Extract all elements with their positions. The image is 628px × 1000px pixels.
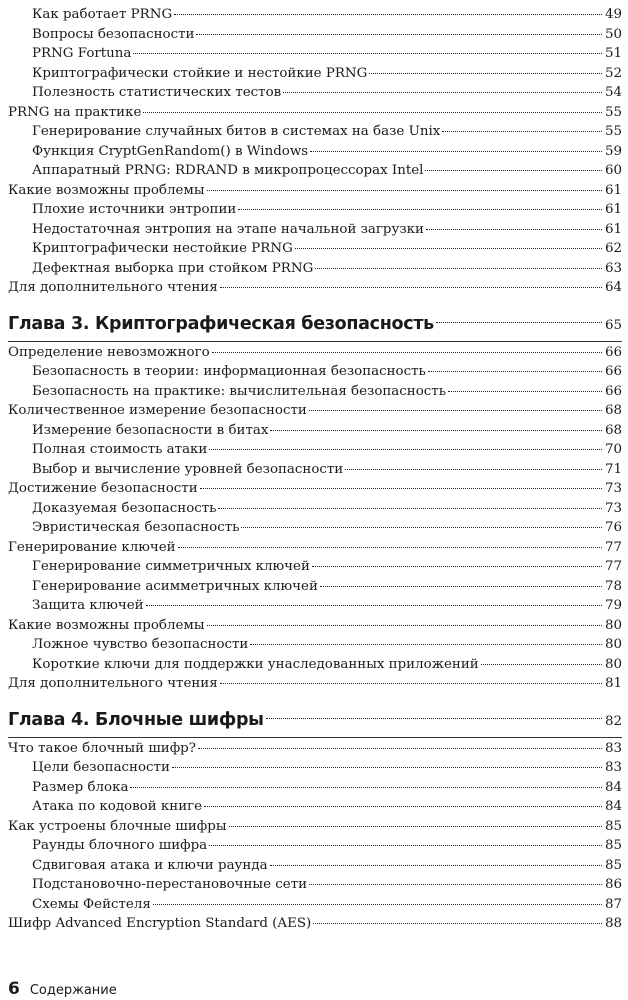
toc-subsection-entry [8,64,622,84]
toc-subsection-entry [8,875,622,895]
dot-leader [218,508,602,509]
toc-entry-page: 59 [604,143,622,159]
toc-entry-page: 61 [604,182,622,198]
toc-entry-title: Аппаратный PRNG: RDRAND в микропроцессорах Intel [32,163,424,178]
dot-leader [295,248,602,249]
dot-leader [207,625,603,626]
dot-leader [229,826,603,827]
toc-entry-page: 87 [604,896,622,912]
toc-subsection-entry [8,596,622,616]
dot-leader [313,923,602,924]
toc-entry-page: 50 [604,26,622,42]
toc-entry-title: Размер блока [32,779,129,795]
chapter-divider [8,737,622,738]
dot-leader [143,112,602,113]
footer-section-label: Содержание [29,983,117,998]
toc-entry-title: Атака по кодовой книге [32,799,203,814]
dot-leader [425,170,602,171]
toc-entry-title: Как работает PRNG [32,7,173,22]
toc-entry-page: 80 [604,617,622,633]
toc-entry-title: Короткие ключи для поддержки унаследованных приложений [32,656,479,672]
toc-entry-title: Функция CryptGenRandom() в Windows [32,143,309,159]
toc-entry-page: 83 [604,740,622,756]
toc-entry-title: Полная стоимость атаки [32,442,208,457]
toc-entry-page: 68 [604,422,622,438]
toc-entry-title: Генерирование симметричных ключей [32,559,310,574]
toc-entry-title: Глава 3. Криптографическая безопасность [8,313,434,334]
toc-entry-title: Цели безопасности [32,760,170,775]
toc-subsection-entry [8,122,622,142]
dot-leader [309,884,602,885]
toc-entry-page: 77 [604,559,622,574]
toc-subsection-entry [8,518,622,538]
toc-section-entry [8,343,622,363]
dot-leader [320,586,602,587]
dot-leader [133,53,602,54]
toc-entry-title: Криптографически стойкие и нестойкие PRNG [32,65,368,81]
toc-section-entry [8,103,622,123]
toc-entry-page: 49 [604,7,622,22]
toc-entry-title: Глава 4. Блочные шифры [8,709,264,730]
dot-leader [312,566,602,567]
toc-section-entry [8,278,622,298]
chapter-divider [8,341,622,342]
footer-page-number: 6 [8,979,20,999]
toc-subsection-entry [8,577,622,597]
page-footer [8,979,117,999]
toc-entry-page: 84 [604,799,622,814]
dot-leader [198,748,602,749]
dot-leader [220,683,602,684]
toc-entry-page: 73 [604,481,622,496]
dot-leader [212,352,602,353]
toc-subsection-entry [8,655,622,675]
toc-entry-page: 88 [604,916,622,931]
toc-entry-page: 66 [604,364,622,379]
toc-chapter-entry [8,307,622,341]
dot-leader [146,605,602,606]
dot-leader [130,787,602,788]
toc-entry-title: Генерирование асимметричных ключей [32,578,318,594]
dot-leader [270,430,602,431]
toc-subsection-entry [8,5,622,25]
toc-section-entry [8,479,622,499]
dot-leader [283,92,602,93]
toc-subsection-entry [8,161,622,181]
dot-leader [250,644,602,645]
toc-entry-page: 85 [604,838,622,853]
dot-leader [310,151,602,152]
toc-entry-title: Как устроены блочные шифры [8,818,227,834]
table-of-contents [8,5,622,934]
toc-entry-title: Защита ключей [32,598,144,613]
toc-subsection-entry [8,83,622,103]
toc-entry-title: Раунды блочного шифра [32,838,208,853]
toc-entry-title: Полезность статистических тестов [32,85,282,100]
toc-entry-title: Доказуемая безопасность [32,500,217,516]
toc-subsection-entry [8,44,622,64]
toc-section-entry [8,914,622,934]
toc-entry-page: 78 [604,578,622,594]
toc-entry-page: 81 [604,676,622,691]
toc-entry-title: Достижение безопасности [8,481,198,496]
toc-entry-page: 54 [604,85,622,100]
toc-entry-page: 66 [604,383,622,399]
dot-leader [436,322,602,323]
dot-leader [481,664,602,665]
toc-entry-title: Сдвиговая атака и ключи раунда [32,857,268,873]
toc-entry-page: 63 [604,260,622,276]
toc-section-entry [8,181,622,201]
toc-entry-page: 85 [604,857,622,873]
toc-section-entry [8,538,622,558]
toc-subsection-entry [8,797,622,817]
toc-entry-page: 77 [604,539,622,555]
toc-entry-page: 66 [604,344,622,360]
toc-subsection-entry [8,362,622,382]
toc-subsection-entry [8,200,622,220]
dot-leader [426,229,602,230]
toc-subsection-entry [8,460,622,480]
toc-entry-page: 86 [604,877,622,892]
toc-entry-page: 52 [604,65,622,81]
toc-entry-page: 70 [604,442,622,457]
toc-entry-title: Измерение безопасности в битах [32,422,269,438]
toc-entry-page: 84 [604,779,622,795]
toc-entry-title: Дефектная выборка при стойком PRNG [32,260,314,276]
dot-leader [196,34,602,35]
dot-leader [209,845,602,846]
dot-leader [309,410,602,411]
toc-entry-page: 61 [604,202,622,217]
dot-leader [172,767,602,768]
toc-entry-page: 79 [604,598,622,613]
toc-entry-title: Вопросы безопасности [32,26,195,42]
dot-leader [178,547,602,548]
dot-leader [270,865,602,866]
toc-entry-title: Подстановочно-перестановочные сети [32,877,308,892]
toc-section-entry [8,817,622,837]
toc-entry-page: 80 [604,656,622,672]
toc-subsection-entry [8,142,622,162]
dot-leader [200,488,602,489]
toc-entry-title: Для дополнительного чтения [8,676,218,691]
toc-entry-title: Какие возможны проблемы [8,182,205,198]
toc-entry-page: 51 [604,46,622,61]
toc-entry-title: Безопасность на практике: вычислительная безопасность [32,383,446,399]
toc-entry-title: Безопасность в теории: информационная безопасность [32,364,426,379]
toc-subsection-entry [8,758,622,778]
toc-entry-title: Что такое блочный шифр? [8,740,196,756]
toc-entry-page: 85 [604,818,622,834]
dot-leader [220,287,602,288]
toc-entry-page: 82 [604,713,622,729]
dot-leader [266,718,602,719]
dot-leader [174,14,602,15]
toc-entry-page: 83 [604,760,622,775]
toc-subsection-entry [8,421,622,441]
toc-entry-page: 62 [604,241,622,256]
toc-subsection-entry [8,382,622,402]
toc-subsection-entry [8,499,622,519]
toc-entry-title: Криптографически нестойкие PRNG [32,241,293,256]
toc-entry-title: Шифр Advanced Encryption Standard (AES) [8,916,312,931]
toc-subsection-entry [8,856,622,876]
toc-subsection-entry [8,220,622,240]
toc-entry-title: Определение невозможного [8,344,210,360]
toc-entry-title: Для дополнительного чтения [8,280,218,295]
toc-subsection-entry [8,440,622,460]
dot-leader [428,371,602,372]
toc-entry-title: Эвристическая безопасность [32,520,240,535]
toc-entry-title: Генерирование случайных битов в системах на базе Unix [32,124,441,139]
toc-section-entry [8,674,622,694]
toc-entry-page: 80 [604,637,622,652]
toc-entry-page: 65 [604,317,622,333]
dot-leader [315,268,602,269]
toc-subsection-entry [8,635,622,655]
toc-entry-title: PRNG Fortuna [32,46,132,61]
dot-leader [345,469,602,470]
dot-leader [369,73,602,74]
toc-entry-title: Количественное измерение безопасности [8,403,307,418]
toc-entry-title: Какие возможны проблемы [8,617,205,633]
toc-subsection-entry [8,778,622,798]
dot-leader [448,391,602,392]
toc-entry-page: 64 [604,280,622,295]
toc-entry-page: 55 [604,124,622,139]
toc-subsection-entry [8,557,622,577]
dot-leader [241,527,602,528]
toc-entry-page: 71 [604,461,622,477]
toc-entry-page: 61 [604,221,622,237]
toc-entry-title: Выбор и вычисление уровней безопасности [32,461,344,477]
toc-entry-title: Схемы Фейстеля [32,896,151,912]
toc-entry-title: Генерирование ключей [8,539,176,555]
toc-chapter-entry [8,703,622,737]
toc-entry-title: Плохие источники энтропии [32,202,237,217]
dot-leader [442,131,602,132]
toc-subsection-entry [8,836,622,856]
toc-entry-page: 73 [604,500,622,516]
toc-entry-page: 68 [604,403,622,418]
toc-subsection-entry [8,259,622,279]
toc-section-entry [8,616,622,636]
toc-entry-title: Недостаточная энтропия на этапе начальной загрузки [32,221,424,237]
dot-leader [238,209,602,210]
dot-leader [204,806,602,807]
toc-entry-title: Ложное чувство безопасности [32,637,249,652]
toc-section-entry [8,401,622,421]
toc-entry-page: 60 [604,163,622,178]
dot-leader [153,904,602,905]
toc-entry-page: 76 [604,520,622,535]
dot-leader [207,190,603,191]
toc-subsection-entry [8,895,622,915]
toc-subsection-entry [8,25,622,45]
toc-subsection-entry [8,239,622,259]
toc-section-entry [8,739,622,759]
toc-entry-title: PRNG на практике [8,104,142,120]
toc-entry-page: 55 [604,104,622,120]
dot-leader [209,449,602,450]
